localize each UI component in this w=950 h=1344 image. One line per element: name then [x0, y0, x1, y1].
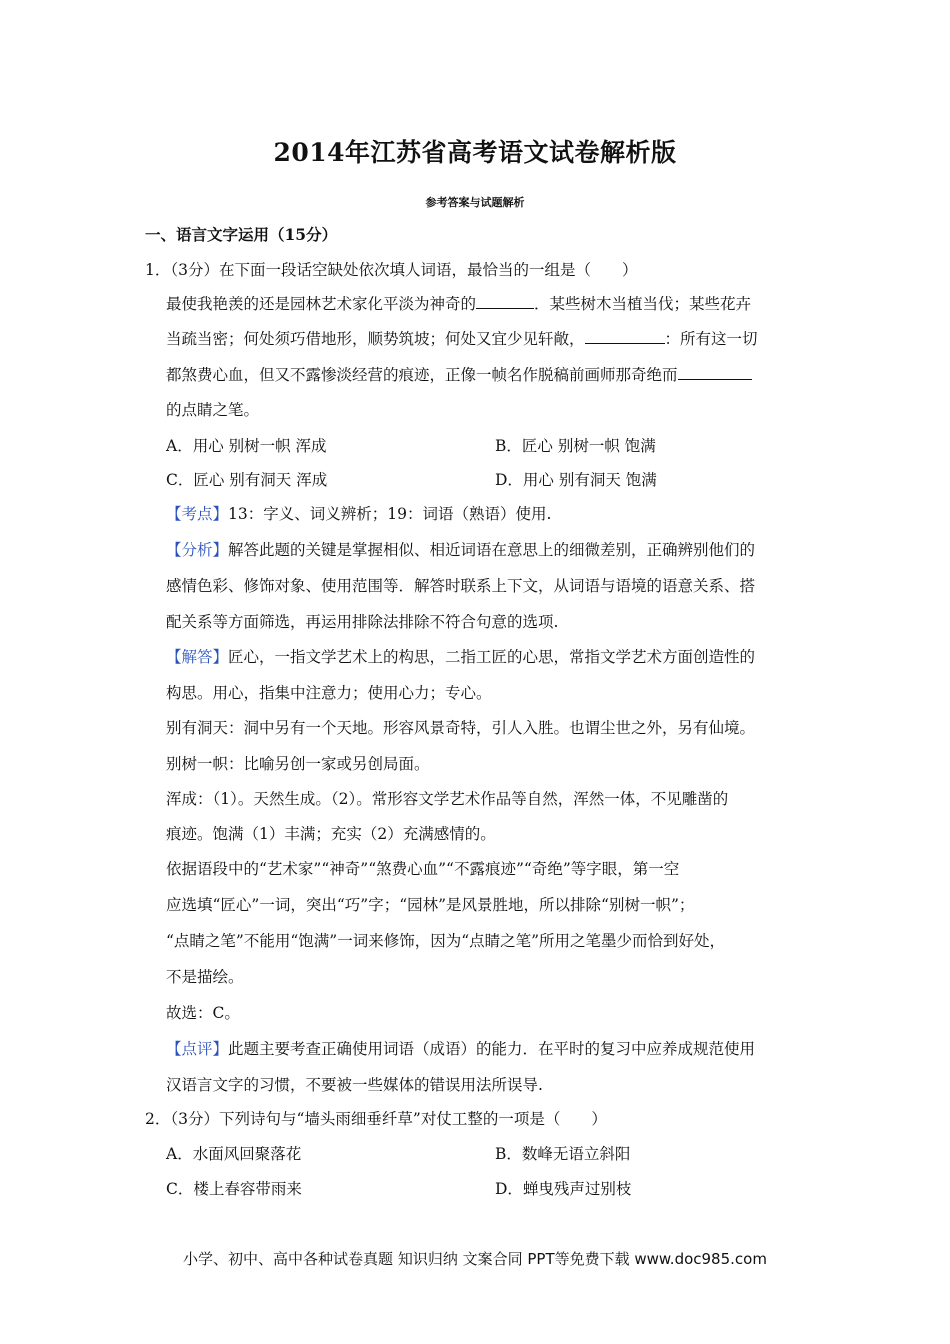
fenxi-tag: 【分析】: [166, 541, 229, 559]
page-title: 2014年江苏省高考语文试卷解析版: [273, 138, 677, 167]
q1-passage-line: 最使我艳羡的还是园林艺术家化平淡为神奇的 ．某些树木当植当伐；某些花卉: [166, 295, 752, 313]
q1-jieda-line: 别树一帜：比喻另创一家或另创局面。: [166, 755, 430, 773]
q2-stem: 2．（3分）下列诗句与“墙头雨细垂纤草”对仗工整的一项是（ ）: [145, 1110, 607, 1128]
answer-blank: [476, 294, 534, 309]
q1-fenxi-line: 配关系等方面筛选，再运用排除法排除不符合句意的选项.: [166, 613, 559, 631]
section-heading: 一、语言文字运用（15分）: [145, 225, 338, 244]
dianping-tag: 【点评】: [166, 1040, 229, 1058]
q1-kaodian: 【考点】13：字义、词义辨析；19：词语（熟语）使用.: [166, 505, 552, 523]
q1-answer: 故选：C。: [166, 1004, 240, 1022]
answer-blank: [678, 365, 752, 380]
q1-jieda-line: 痕迹。饱满（1）丰满；充实（2）充满感情的。: [166, 825, 496, 843]
q1-option-a: A．用心 别树一帜 浑成: [166, 437, 327, 455]
kaodian-tag: 【考点】: [166, 505, 229, 523]
q1-jieda-line: 依据语段中的“艺术家”“神奇”“煞费心血”“不露痕迹”“奇绝”等字眼，第一空: [166, 860, 680, 878]
q1-option-b: B．匠心 别树一帜 饱满: [495, 437, 656, 455]
q2-option-d: D．蝉曳残声过别枝: [495, 1180, 632, 1198]
q1-jieda-line: 构思。用心，指集中注意力；使用心力；专心。: [166, 684, 492, 702]
page-subtitle: 参考答案与试题解析: [425, 196, 525, 209]
q1-jieda-line: 不是描绘。: [166, 968, 244, 986]
q1-option-d: D．用心 别有洞天 饱满: [495, 471, 657, 489]
q1-jieda: 【解答】匠心，一指文学艺术上的构思，二指工匠的心思，常指文学艺术方面创造性的: [166, 648, 756, 666]
q1-passage-line: 的点睛之笔。: [166, 401, 260, 419]
q1-dianping-line: 汉语言文字的习惯，不要被一些媒体的错误用法所误导.: [166, 1076, 543, 1094]
q1-jieda-line: 别有洞天：洞中另有一个天地。形容风景奇特，引人入胜。也谓尘世之外，另有仙境。: [166, 719, 756, 737]
q1-fenxi: 【分析】解答此题的关键是掌握相似、相近词语在意思上的细微差别，正确辨别他们的: [166, 541, 756, 559]
q1-passage-line: 都煞费心血，但又不露惨淡经营的痕迹，正像一帧名作脱稿前画师那奇绝而: [166, 363, 752, 385]
q1-option-c: C．匠心 别有洞天 浑成: [166, 471, 328, 489]
jieda-tag: 【解答】: [166, 648, 229, 666]
q2-option-c: C．楼上春容带雨来: [166, 1180, 302, 1198]
q1-dianping: 【点评】此题主要考查正确使用词语（成语）的能力．在平时的复习中应养成规范使用: [166, 1040, 756, 1058]
q2-option-a: A．水面风回聚落花: [166, 1145, 302, 1163]
q1-jieda-line: “点睛之笔”不能用“饱满”一词来修饰，因为“点睛之笔”所用之笔墨少而恰到好处，: [166, 932, 726, 950]
q1-jieda-line: 应选填“匠心”一词，突出“巧”字；“园林”是风景胜地，所以排除“别树一帜”；: [166, 896, 695, 914]
page-footer: 小学、初中、高中各种试卷真题 知识归纳 文案合同 PPT等免费下载 www.doc985.com: [183, 1250, 767, 1268]
q1-fenxi-line: 感情色彩、修饰对象、使用范围等．解答时联系上下文，从词语与语境的语意关系、搭: [166, 577, 756, 595]
q1-stem: 1．（3分）在下面一段话空缺处依次填人词语，最恰当的一组是（ ）: [145, 261, 638, 279]
q1-passage-line: 当疏当密；何处须巧借地形，顺势筑坡；何处又宜少见轩敞， ：所有这一切: [166, 330, 758, 348]
answer-blank: [585, 329, 665, 344]
q1-jieda-line: 浑成：（1）。天然生成。（2）。常形容文学艺术作品等自然，浑然一体，不见雕凿的: [166, 790, 729, 808]
q2-option-b: B．数峰无语立斜阳: [495, 1145, 631, 1163]
